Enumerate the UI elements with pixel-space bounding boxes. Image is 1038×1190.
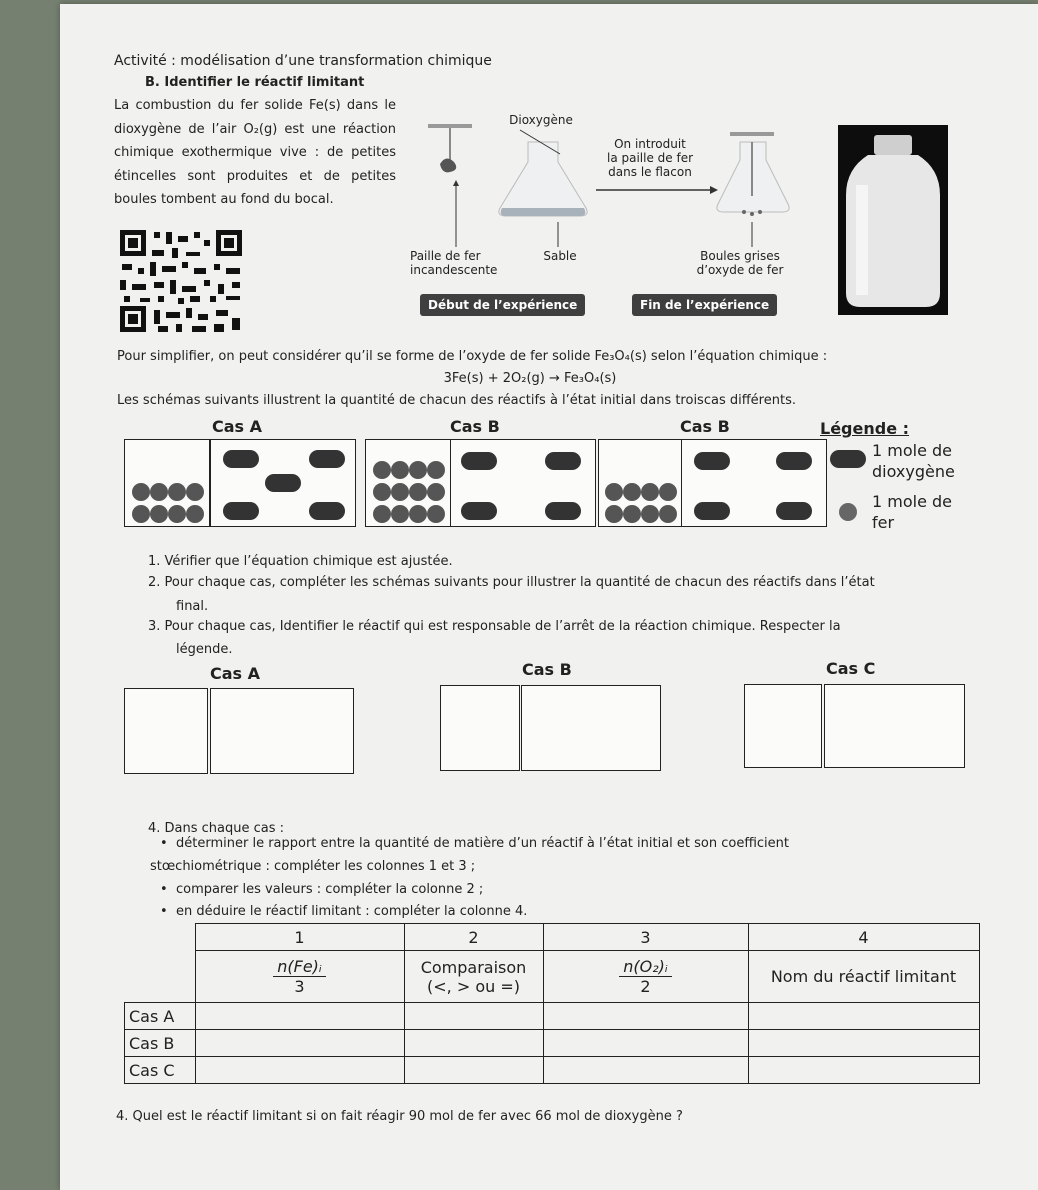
iron-mole bbox=[373, 505, 391, 523]
iron-mole bbox=[373, 461, 391, 479]
case-a-oxygen-box bbox=[210, 439, 356, 527]
legend-oxygen-line2: dioxygène bbox=[872, 462, 955, 481]
case-c-oxygen-box bbox=[681, 439, 827, 527]
oxygen-label: Dioxygène bbox=[509, 113, 573, 127]
case-c-iron-marks bbox=[599, 440, 681, 526]
bullet-2-dot: • bbox=[160, 882, 168, 897]
iron-mole bbox=[168, 483, 186, 501]
iron-mole bbox=[605, 505, 623, 523]
legend-iron-line1: 1 mole de bbox=[872, 492, 953, 511]
final-case-b-iron-box[interactable] bbox=[440, 685, 520, 771]
final-case-b-heading: Cas B bbox=[522, 660, 572, 679]
cell-c-3[interactable] bbox=[543, 1057, 748, 1084]
question-1: 1. Vérifier que l’équation chimique est ajustée. bbox=[148, 554, 453, 569]
iron-mole bbox=[186, 483, 204, 501]
iron-ratio-numerator: n(Fe)ᵢ bbox=[273, 957, 326, 977]
question-2-line1: 2. Pour chaque cas, compléter les schémas suivants pour illustrer la quantité de chacun des réactifs dans l’état bbox=[148, 575, 875, 590]
iron-mole bbox=[132, 483, 150, 501]
iron-label-line1: Paille de fer bbox=[410, 249, 481, 263]
cell-a-1[interactable] bbox=[195, 1003, 404, 1030]
oxygen-mole bbox=[694, 452, 730, 470]
sand-label: Sable bbox=[543, 249, 577, 263]
question-4-title: 4. Dans chaque cas : bbox=[148, 821, 285, 836]
column-3-header: 3 bbox=[543, 924, 748, 951]
final-case-b-oxygen-box[interactable] bbox=[521, 685, 661, 771]
final-question: 4. Quel est le réactif limitant si on fait réagir 90 mol de fer avec 66 mol de dioxygène ? bbox=[116, 1109, 683, 1124]
bullet-3-dot: • bbox=[160, 904, 168, 919]
initial-case-c-heading: Cas B bbox=[680, 417, 730, 436]
row-label-case-c: Cas C bbox=[125, 1057, 196, 1084]
legend-title: Légende : bbox=[820, 419, 910, 438]
final-case-a-iron-box[interactable] bbox=[124, 688, 208, 774]
activity-title: Activité : modélisation d’une transformation chimique bbox=[114, 53, 492, 69]
final-case-c-iron-box[interactable] bbox=[744, 684, 822, 768]
intro-paragraph: La combustion du fer solide Fe(s) dans le dioxygène de l’air O₂(g) est une réaction chimique exothermique vive : de petites étincelles sont produites et de petites boules tombent au fond du bocal. bbox=[114, 98, 396, 207]
intro-label-line2: la paille de fer bbox=[606, 151, 694, 165]
cell-c-2[interactable] bbox=[404, 1057, 543, 1084]
cell-c-4[interactable] bbox=[748, 1057, 979, 1084]
table-row bbox=[125, 1003, 980, 1030]
experiment-diagram bbox=[410, 112, 810, 332]
comparison-label: Comparaison bbox=[420, 957, 527, 977]
column-1-label bbox=[195, 951, 404, 1003]
oxygen-mole bbox=[461, 502, 497, 520]
oxygen-mole bbox=[223, 502, 259, 520]
cell-a-4[interactable] bbox=[748, 1003, 979, 1030]
oxygen-mole bbox=[265, 474, 301, 492]
question-4-bullet3: en déduire le réactif limitant : compléter la colonne 4. bbox=[176, 904, 528, 919]
balls-label-line2: d’oxyde de fer bbox=[696, 263, 784, 277]
case-b-iron-box bbox=[365, 439, 451, 527]
case-a-iron-box bbox=[124, 439, 210, 527]
case-c-oxygen-marks bbox=[682, 440, 826, 526]
oxygen-mole bbox=[694, 502, 730, 520]
cell-a-2[interactable] bbox=[404, 1003, 543, 1030]
question-2-line2: final. bbox=[176, 599, 209, 614]
iron-mole bbox=[373, 483, 391, 501]
iron-mole bbox=[150, 483, 168, 501]
iron-wool-icon bbox=[440, 158, 456, 172]
column-4-header: 4 bbox=[748, 924, 979, 951]
balls-label-line1: Boules grises bbox=[700, 249, 780, 263]
oxygen-ratio-numerator: n(O₂)ᵢ bbox=[619, 957, 672, 977]
cell-c-1[interactable] bbox=[195, 1057, 404, 1084]
iron-mole bbox=[409, 483, 427, 501]
iron-mole bbox=[168, 505, 186, 523]
iron-mole bbox=[641, 505, 659, 523]
final-case-a-heading: Cas A bbox=[210, 664, 261, 683]
oxygen-mole bbox=[545, 502, 581, 520]
column-4-label: Nom du réactif limitant bbox=[748, 951, 979, 1003]
iron-mole bbox=[659, 505, 677, 523]
iron-mole bbox=[605, 483, 623, 501]
iron-mole bbox=[391, 461, 409, 479]
intro-label-line3: dans le flacon bbox=[608, 165, 692, 179]
question-3-line1: 3. Pour chaque cas, Identifier le réactif qui est responsable de l’arrêt de la réaction chimique. Respecter la bbox=[148, 619, 841, 634]
row-label-case-a: Cas A bbox=[125, 1003, 196, 1030]
oxygen-mole bbox=[461, 452, 497, 470]
oxygen-mole bbox=[309, 502, 345, 520]
final-case-c-heading: Cas C bbox=[826, 659, 876, 678]
iron-mole bbox=[623, 483, 641, 501]
question-4-bullet1-line1: déterminer le rapport entre la quantité de matière d’un réactif à l’état initial et son coefficient bbox=[176, 836, 789, 851]
initial-case-a-heading: Cas A bbox=[212, 417, 263, 436]
case-b-iron-marks bbox=[366, 440, 450, 526]
case-c-iron-box bbox=[598, 439, 682, 527]
comparison-symbols: (<, > ou =) bbox=[427, 976, 520, 996]
case-a-oxygen-marks bbox=[211, 440, 355, 526]
case-b-oxygen-marks bbox=[451, 440, 595, 526]
start-experiment-badge: Début de l’expérience bbox=[420, 294, 585, 316]
legend-iron-line2: fer bbox=[872, 513, 895, 532]
table-header-numbers bbox=[125, 924, 980, 951]
iron-label-line2: incandescente bbox=[410, 263, 498, 277]
case-b-oxygen-box bbox=[450, 439, 596, 527]
flask-start-icon bbox=[499, 142, 587, 216]
schemas-intro: Les schémas suivants illustrent la quantité de chacun des réactifs à l’état initial dans troiscas différents. bbox=[117, 393, 796, 408]
intro-label-line1: On introduit bbox=[614, 137, 686, 151]
bullet-1-dot: • bbox=[160, 836, 168, 851]
iron-mole bbox=[641, 483, 659, 501]
cell-b-2[interactable] bbox=[404, 1030, 543, 1057]
iron-mole bbox=[659, 483, 677, 501]
table-row bbox=[125, 1057, 980, 1084]
iron-mole bbox=[427, 461, 445, 479]
iron-legend-icon bbox=[838, 502, 858, 522]
column-3-label bbox=[543, 951, 748, 1003]
iron-ratio-denominator: 3 bbox=[294, 977, 305, 996]
oxygen-mole bbox=[309, 450, 345, 468]
end-experiment-badge: Fin de l’expérience bbox=[632, 294, 777, 316]
cell-a-3[interactable] bbox=[543, 1003, 748, 1030]
oxygen-ratio-denominator: 2 bbox=[640, 977, 651, 996]
question-4-bullet1-line2: stœchiométrique : compléter les colonnes 1 et 3 ; bbox=[150, 859, 476, 874]
column-1-header: 1 bbox=[195, 924, 404, 951]
oxygen-mole bbox=[223, 450, 259, 468]
question-3-line2: légende. bbox=[176, 642, 233, 657]
cell-b-3[interactable] bbox=[543, 1030, 748, 1057]
question-4-bullet2: comparer les valeurs : compléter la colonne 2 ; bbox=[176, 882, 484, 897]
iron-mole bbox=[186, 505, 204, 523]
cell-b-4[interactable] bbox=[748, 1030, 979, 1057]
legend-oxygen-line1: 1 mole de bbox=[872, 441, 953, 460]
iron-mole bbox=[409, 461, 427, 479]
iron-mole bbox=[150, 505, 168, 523]
iron-mole bbox=[132, 505, 150, 523]
oxygen-mole bbox=[545, 452, 581, 470]
row-label-case-b: Cas B bbox=[125, 1030, 196, 1057]
iron-mole bbox=[409, 505, 427, 523]
iron-mole bbox=[623, 505, 641, 523]
answer-table bbox=[124, 923, 980, 1084]
flask-end-icon bbox=[717, 142, 789, 212]
final-case-c-oxygen-box[interactable] bbox=[824, 684, 965, 768]
equation-intro: Pour simplifier, on peut considérer qu’il se forme de l’oxyde de fer solide Fe₃O₄(s) selon l’équation chimique : bbox=[117, 349, 828, 364]
jar-photo bbox=[838, 125, 948, 315]
final-case-a-oxygen-box[interactable] bbox=[210, 688, 354, 774]
oxygen-mole bbox=[776, 502, 812, 520]
qr-code[interactable] bbox=[118, 228, 246, 334]
column-2-label bbox=[404, 951, 543, 1003]
case-a-iron-marks bbox=[125, 440, 209, 526]
cell-b-1[interactable] bbox=[195, 1030, 404, 1057]
chemical-equation: 3Fe(s) + 2O₂(g) → Fe₃O₄(s) bbox=[443, 371, 617, 386]
initial-case-b-heading: Cas B bbox=[450, 417, 500, 436]
table-row bbox=[125, 1030, 980, 1057]
oxygen-legend-icon bbox=[830, 450, 866, 468]
column-2-header: 2 bbox=[404, 924, 543, 951]
iron-mole bbox=[427, 505, 445, 523]
table-header-labels bbox=[125, 951, 980, 1003]
iron-mole bbox=[391, 505, 409, 523]
iron-mole bbox=[391, 483, 409, 501]
section-title: B. Identifier le réactif limitant bbox=[145, 75, 365, 90]
oxygen-mole bbox=[776, 452, 812, 470]
iron-mole bbox=[427, 483, 445, 501]
